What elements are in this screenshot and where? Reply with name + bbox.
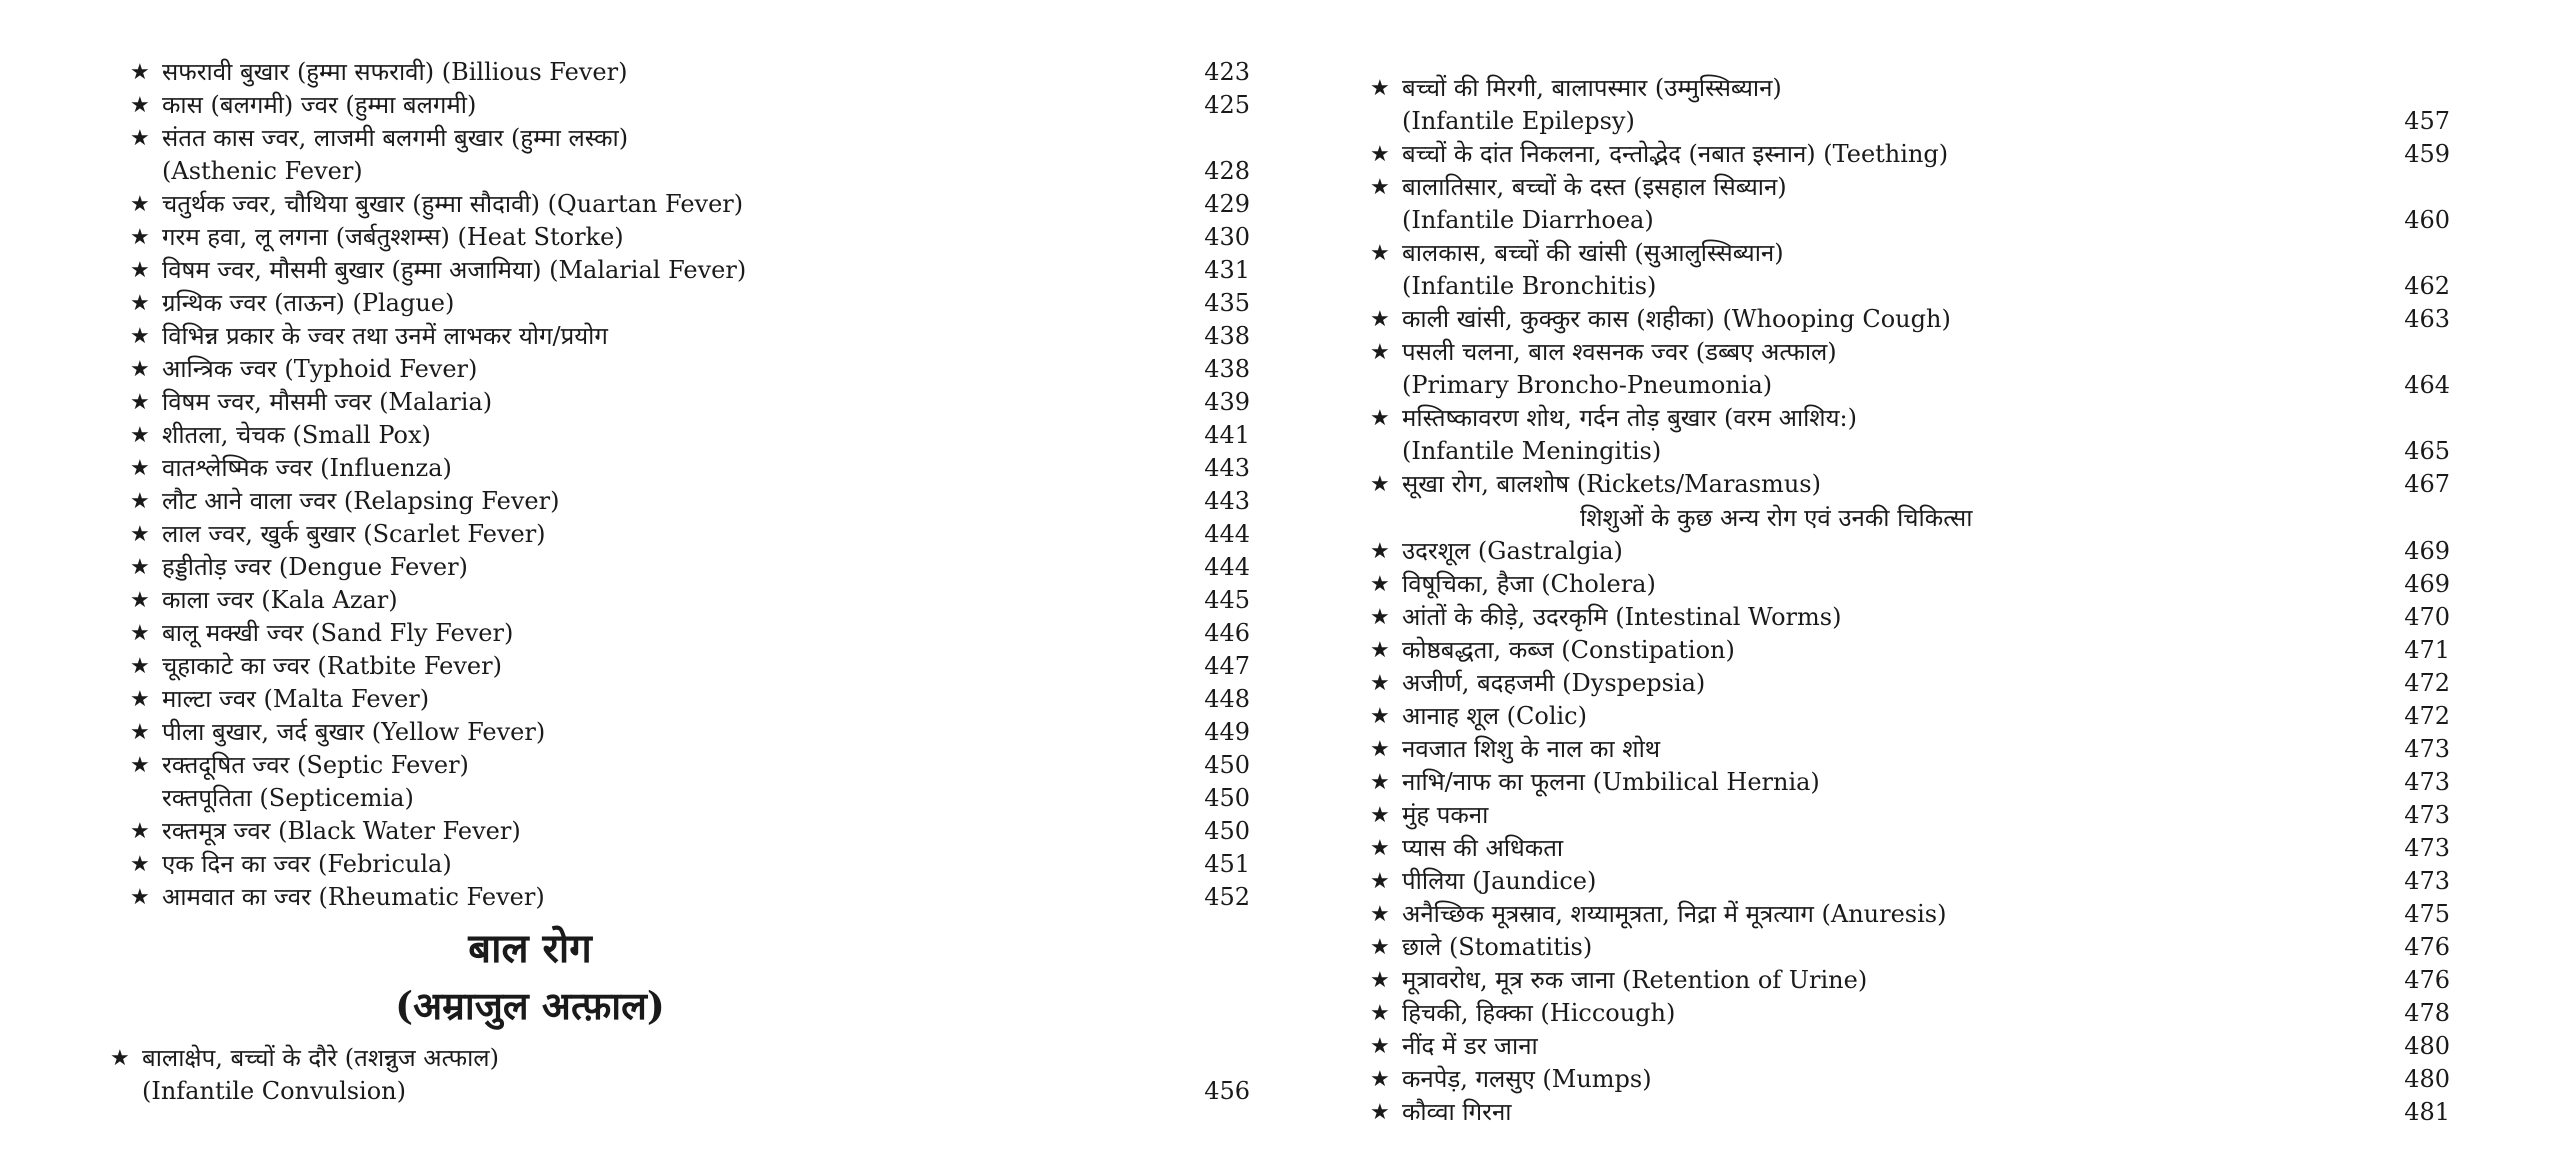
entry-page-number: 476: [2404, 933, 2450, 961]
star-bullet-icon: ★: [1370, 307, 1390, 332]
toc-entry: [130, 650, 1250, 683]
entry-title: मूत्रावरोध, मूत्र रुक जाना (Retention of Urine): [1402, 966, 1868, 994]
entry-title: पसली चलना, बाल श्वसनक ज्वर (डब्बए अत्फाल): [1402, 338, 1837, 366]
star-bullet-icon: ★: [1370, 1067, 1390, 1092]
star-bullet-icon: ★: [130, 357, 150, 382]
entry-page-number: 467: [2404, 470, 2450, 498]
star-bullet-icon: ★: [130, 852, 150, 877]
entry-title: विभिन्न प्रकार के ज्वर तथा उनमें लाभकर योग/प्रयोग: [162, 322, 608, 350]
entry-page-number: 441: [1204, 421, 1250, 449]
star-bullet-icon: ★: [130, 885, 150, 910]
toc-entry: [130, 551, 1250, 584]
entry-page-number: 443: [1204, 487, 1250, 515]
entry-page-number: 462: [2404, 272, 2450, 300]
entry-title: पीलिया (Jaundice): [1402, 867, 1597, 895]
star-bullet-icon: ★: [1370, 836, 1390, 861]
entry-title: आन्त्रिक ज्वर (Typhoid Fever): [162, 355, 478, 383]
entry-page-number: 450: [1204, 817, 1250, 845]
entry-title: पीला बुखार, जर्द बुखार (Yellow Fever): [162, 718, 546, 746]
entry-subtitle: (Primary Broncho-Pneumonia): [1402, 371, 1773, 399]
entry-title: बच्चों के दांत निकलना, दन्तोद्भेद (नबात इस्नान) (Teething): [1402, 140, 1949, 168]
entry-page-number: 443: [1204, 454, 1250, 482]
entry-title: रक्तदूषित ज्वर (Septic Fever): [162, 751, 469, 779]
star-bullet-icon: ★: [130, 291, 150, 316]
entry-page-number: 465: [2404, 437, 2450, 465]
star-bullet-icon: ★: [130, 390, 150, 415]
toc-entry: [130, 122, 1250, 188]
entry-title: हड्डीतोड़ ज्वर (Dengue Fever): [162, 553, 468, 581]
toc-entry: [1370, 237, 2450, 303]
entry-title: उदरशूल (Gastralgia): [1402, 537, 1623, 565]
star-bullet-icon: ★: [130, 456, 150, 481]
toc-entry: [1370, 766, 2450, 799]
star-bullet-icon: ★: [130, 687, 150, 712]
star-bullet-icon: ★: [130, 588, 150, 613]
entry-title: बालू मक्खी ज्वर (Sand Fly Fever): [162, 619, 514, 647]
entry-page-number: 435: [1204, 289, 1250, 317]
right-entry-list-2: [1370, 535, 2450, 1129]
toc-entry: [1370, 402, 2450, 468]
star-bullet-icon: ★: [110, 1046, 130, 1071]
toc-entry: [130, 881, 1250, 914]
entry-title: शीतला, चेचक (Small Pox): [162, 421, 431, 449]
toc-entry: [130, 848, 1250, 881]
star-bullet-icon: ★: [130, 60, 150, 85]
entry-title: अनैच्छिक मूत्रस्राव, शय्यामूत्रता, निद्रा में मूत्रत्याग (Anuresis): [1402, 900, 1947, 928]
entry-page-number: 423: [1204, 58, 1250, 86]
entry-page-number: 464: [2404, 371, 2450, 399]
toc-entry: [1370, 634, 2450, 667]
star-bullet-icon: ★: [1370, 1100, 1390, 1125]
toc-entry: [1370, 733, 2450, 766]
toc-entry: [1370, 601, 2450, 634]
entry-title: लौट आने वाला ज्वर (Relapsing Fever): [162, 487, 560, 515]
toc-entry: [130, 683, 1250, 716]
left-column: [110, 56, 1250, 1108]
entry-page-number: 463: [2404, 305, 2450, 333]
star-bullet-icon: ★: [1370, 1001, 1390, 1026]
entry-page-number: 438: [1204, 322, 1250, 350]
toc-entry: [1370, 535, 2450, 568]
section-heading-bal-rog: बाल रोग: [468, 925, 592, 972]
entry-page-number: 471: [2404, 636, 2450, 664]
star-bullet-icon: ★: [1370, 539, 1390, 564]
star-bullet-icon: ★: [130, 93, 150, 118]
entry-title: बालाक्षेप, बच्चों के दौरे (तशन्नुज अत्फाल): [142, 1044, 499, 1072]
entry-title: रक्तपूतिता (Septicemia): [162, 784, 414, 812]
entry-page-number: 445: [1204, 586, 1250, 614]
entry-page-number: 428: [1204, 157, 1250, 185]
toc-entry: [130, 518, 1250, 551]
entry-page-number: 431: [1204, 256, 1250, 284]
star-bullet-icon: ★: [130, 621, 150, 646]
entry-title: संतत कास ज्वर, लाजमी बलगमी बुखार (हुम्मा लस्का): [162, 124, 629, 152]
entry-subtitle: (Asthenic Fever): [162, 157, 363, 185]
entry-title: बच्चों की मिरगी, बालापस्मार (उम्मुस्सिब्यान): [1402, 74, 1782, 102]
star-bullet-icon: ★: [130, 720, 150, 745]
star-bullet-icon: ★: [1370, 968, 1390, 993]
star-bullet-icon: ★: [130, 324, 150, 349]
entry-page-number: 473: [2404, 801, 2450, 829]
toc-entry: [130, 716, 1250, 749]
toc-entry: [130, 782, 1250, 815]
toc-entry: [130, 386, 1250, 419]
entry-page-number: 444: [1204, 553, 1250, 581]
star-bullet-icon: ★: [1370, 406, 1390, 431]
star-bullet-icon: ★: [1370, 638, 1390, 663]
toc-entry: [1370, 138, 2450, 171]
star-bullet-icon: ★: [1370, 704, 1390, 729]
entry-page-number: 429: [1204, 190, 1250, 218]
star-bullet-icon: ★: [1370, 671, 1390, 696]
entry-title: ग्रन्थिक ज्वर (ताऊन) (Plague): [162, 289, 455, 317]
entry-title: मस्तिष्कावरण शोथ, गर्दन तोड़ बुखार (वरम आशिय:): [1402, 404, 1857, 432]
toc-entry: [1370, 799, 2450, 832]
star-bullet-icon: ★: [130, 423, 150, 448]
star-bullet-icon: ★: [1370, 241, 1390, 266]
entry-subtitle: (Infantile Bronchitis): [1402, 272, 1657, 300]
star-bullet-icon: ★: [1370, 1034, 1390, 1059]
entry-title: छाले (Stomatitis): [1402, 933, 1593, 961]
entry-page-number: 438: [1204, 355, 1250, 383]
entry-title: आमवात का ज्वर (Rheumatic Fever): [162, 883, 545, 911]
star-bullet-icon: ★: [1370, 737, 1390, 762]
entry-title: आनाह शूल (Colic): [1402, 702, 1587, 730]
entry-title: सफरावी बुखार (हुम्मा सफरावी) (Billious Fever): [162, 58, 628, 86]
toc-entry: [130, 452, 1250, 485]
entry-page-number: 460: [2404, 206, 2450, 234]
entry-title: लाल ज्वर, खुर्क बुखार (Scarlet Fever): [162, 520, 546, 548]
entry-page-number: 450: [1204, 751, 1250, 779]
entry-title: गरम हवा, लू लगना (जर्बतुश्शम्स) (Heat Storke): [162, 223, 624, 251]
entry-title: एक दिन का ज्वर (Febricula): [162, 850, 452, 878]
entry-page-number: 470: [2404, 603, 2450, 631]
entry-title: विषम ज्वर, मौसमी ज्वर (Malaria): [162, 388, 493, 416]
entry-subtitle: (Infantile Meningitis): [1402, 437, 1662, 465]
entry-page-number: 473: [2404, 735, 2450, 763]
toc-entry: [1370, 72, 2450, 138]
star-bullet-icon: ★: [1370, 76, 1390, 101]
toc-entry: [130, 320, 1250, 353]
entry-page-number: 469: [2404, 570, 2450, 598]
entry-title: काला ज्वर (Kala Azar): [162, 586, 398, 614]
toc-entry: [1370, 1096, 2450, 1129]
star-bullet-icon: ★: [1370, 902, 1390, 927]
entry-title: कनपेड़, गलसुए (Mumps): [1402, 1065, 1652, 1093]
toc-entry: [130, 221, 1250, 254]
entry-page-number: 481: [2404, 1098, 2450, 1126]
entry-title: अजीर्ण, बदहजमी (Dyspepsia): [1402, 669, 1706, 697]
entry-title: मुंह पकना: [1402, 801, 1489, 829]
toc-entry: [130, 749, 1250, 782]
toc-entry: [1370, 336, 2450, 402]
entry-title: वातश्लेष्मिक ज्वर (Influenza): [162, 454, 452, 482]
entry-title: चूहाकाटे का ज्वर (Ratbite Fever): [162, 652, 502, 680]
entry-page-number: 456: [1204, 1077, 1250, 1105]
star-bullet-icon: ★: [1370, 340, 1390, 365]
entry-title: कास (बलगमी) ज्वर (हुम्मा बलगमी): [162, 91, 477, 119]
toc-entry: [130, 419, 1250, 452]
entry-title: बालकास, बच्चों की खांसी (सुआलुस्सिब्यान): [1402, 239, 1784, 267]
toc-entry: [130, 353, 1250, 386]
entry-subtitle: (Infantile Convulsion): [142, 1077, 406, 1105]
toc-entry: [130, 815, 1250, 848]
star-bullet-icon: ★: [1370, 472, 1390, 497]
toc-entry: [1370, 468, 2450, 501]
entry-title: काली खांसी, कुक्कुर कास (शहीका) (Whooping Cough): [1402, 305, 1951, 333]
entry-title: माल्टा ज्वर (Malta Fever): [162, 685, 430, 713]
toc-entry: [1370, 898, 2450, 931]
toc-entry: [130, 56, 1250, 89]
star-bullet-icon: ★: [1370, 605, 1390, 630]
toc-entry: [1370, 931, 2450, 964]
toc-entry: [1370, 1063, 2450, 1096]
entry-page-number: 457: [2404, 107, 2450, 135]
star-bullet-icon: ★: [130, 753, 150, 778]
entry-page-number: 448: [1204, 685, 1250, 713]
entry-title: चतुर्थक ज्वर, चौथिया बुखार (हुम्मा सौदावी) (Quartan Fever): [162, 190, 744, 218]
toc-entry: [1370, 303, 2450, 336]
entry-page-number: 430: [1204, 223, 1250, 251]
entry-page-number: 472: [2404, 669, 2450, 697]
entry-title: विषम ज्वर, मौसमी बुखार (हुम्मा अजामिया) (Malarial Fever): [162, 256, 747, 284]
entry-page-number: 480: [2404, 1032, 2450, 1060]
toc-entry: [130, 89, 1250, 122]
entry-title: बालातिसार, बच्चों के दस्त (इसहाल सिब्यान): [1402, 173, 1787, 201]
entry-page-number: 473: [2404, 768, 2450, 796]
toc-entry: [1370, 1030, 2450, 1063]
entry-page-number: 425: [1204, 91, 1250, 119]
toc-entry: [130, 188, 1250, 221]
section-subheading-other-diseases: शिशुओं के कुछ अन्य रोग एवं उनकी चिकित्सा: [1580, 504, 1973, 532]
toc-entry: [130, 287, 1250, 320]
entry-page-number: 439: [1204, 388, 1250, 416]
entry-page-number: 451: [1204, 850, 1250, 878]
entry-page-number: 444: [1204, 520, 1250, 548]
entry-page-number: 473: [2404, 834, 2450, 862]
entry-page-number: 450: [1204, 784, 1250, 812]
star-bullet-icon: ★: [130, 258, 150, 283]
entry-page-number: 446: [1204, 619, 1250, 647]
star-bullet-icon: ★: [1370, 770, 1390, 795]
toc-entry-infantile-convulsion: [110, 1042, 1250, 1108]
toc-entry: [1370, 865, 2450, 898]
star-bullet-icon: ★: [130, 126, 150, 151]
star-bullet-icon: ★: [130, 522, 150, 547]
star-bullet-icon: ★: [130, 819, 150, 844]
entry-page-number: 478: [2404, 999, 2450, 1027]
toc-entry: [130, 617, 1250, 650]
toc-entry: [1370, 667, 2450, 700]
star-bullet-icon: ★: [130, 192, 150, 217]
entry-title: हिचकी, हिक्का (Hiccough): [1402, 999, 1676, 1027]
star-bullet-icon: ★: [1370, 869, 1390, 894]
star-bullet-icon: ★: [1370, 142, 1390, 167]
entry-title: रक्तमूत्र ज्वर (Black Water Fever): [162, 817, 521, 845]
toc-entry: [1370, 997, 2450, 1030]
toc-entry: [130, 485, 1250, 518]
star-bullet-icon: ★: [130, 654, 150, 679]
entry-title: नींद में डर जाना: [1402, 1032, 1538, 1060]
entry-title: विषूचिका, हैजा (Cholera): [1402, 570, 1656, 598]
entry-page-number: 459: [2404, 140, 2450, 168]
entry-title: आंतों के कीड़े, उदरकृमि (Intestinal Worms): [1402, 603, 1842, 631]
entry-page-number: 476: [2404, 966, 2450, 994]
entry-page-number: 475: [2404, 900, 2450, 928]
toc-entry: [1370, 964, 2450, 997]
toc-entry: [130, 254, 1250, 287]
entry-subtitle: (Infantile Diarrhoea): [1402, 206, 1654, 234]
left-entry-list: [130, 56, 1250, 914]
star-bullet-icon: ★: [1370, 572, 1390, 597]
entry-title: कौव्वा गिरना: [1402, 1098, 1512, 1126]
entry-title: प्यास की अधिकता: [1402, 834, 1564, 862]
entry-page-number: 449: [1204, 718, 1250, 746]
entry-subtitle: (Infantile Epilepsy): [1402, 107, 1635, 135]
toc-entry: [1370, 568, 2450, 601]
entry-page-number: 473: [2404, 867, 2450, 895]
entry-page-number: 469: [2404, 537, 2450, 565]
toc-entry: [1370, 171, 2450, 237]
entry-title: नवजात शिशु के नाल का शोथ: [1402, 735, 1661, 763]
right-entry-list: [1370, 72, 2450, 501]
right-column: [1370, 72, 2450, 1129]
section-subheading-amrajul-atfal: (अम्राजुल अत्फ़ाल): [395, 983, 665, 1028]
entry-page-number: 452: [1204, 883, 1250, 911]
star-bullet-icon: ★: [130, 225, 150, 250]
entry-title: कोष्ठबद्धता, कब्ज (Constipation): [1402, 636, 1735, 664]
star-bullet-icon: ★: [1370, 175, 1390, 200]
entry-page-number: 480: [2404, 1065, 2450, 1093]
toc-entry: [1370, 700, 2450, 733]
toc-entry: [1370, 832, 2450, 865]
toc-entry: [130, 584, 1250, 617]
star-bullet-icon: ★: [130, 489, 150, 514]
entry-title: सूखा रोग, बालशोष (Rickets/Marasmus): [1402, 470, 1821, 498]
star-bullet-icon: ★: [130, 555, 150, 580]
entry-page-number: 447: [1204, 652, 1250, 680]
star-bullet-icon: ★: [1370, 935, 1390, 960]
entry-title: नाभि/नाफ का फूलना (Umbilical Hernia): [1402, 768, 1820, 796]
entry-page-number: 472: [2404, 702, 2450, 730]
star-bullet-icon: ★: [1370, 803, 1390, 828]
